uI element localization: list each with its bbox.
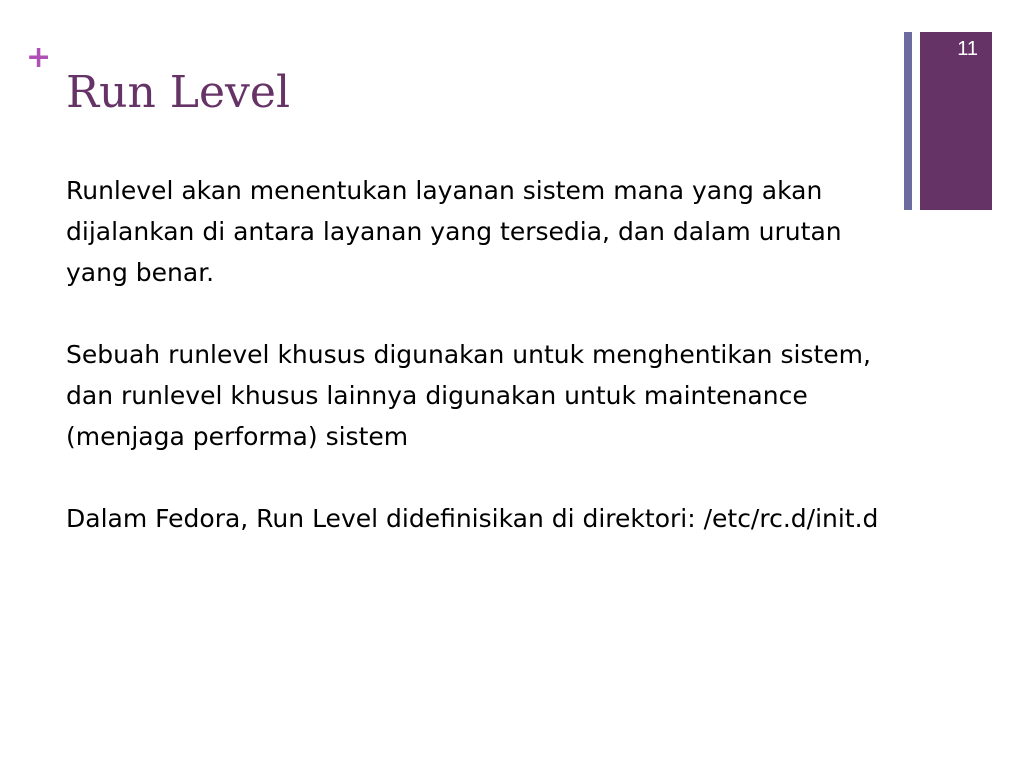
paragraph-fedora-directory: Dalam Fedora, Run Level didefinisikan di direktori: /etc/rc.d/init.d xyxy=(66,504,879,533)
page-number: 11 xyxy=(957,38,978,60)
accent-bar xyxy=(904,32,912,210)
plus-icon: + xyxy=(26,40,52,75)
slide-title: Run Level xyxy=(66,67,291,118)
paragraph-runlevel-definition: Runlevel akan menentukan layanan sistem mana yang akan dijalankan di antara layanan yang tersedia, dan dalam urutan yang benar. xyxy=(66,176,842,287)
slide-body xyxy=(66,170,881,539)
page-number-block xyxy=(920,32,992,210)
paragraph-special-runlevels: Sebuah runlevel khusus digunakan untuk menghentikan sistem, dan runlevel khusus lainnya digunakan untuk maintenance (menjaga performa) sistem xyxy=(66,340,871,451)
